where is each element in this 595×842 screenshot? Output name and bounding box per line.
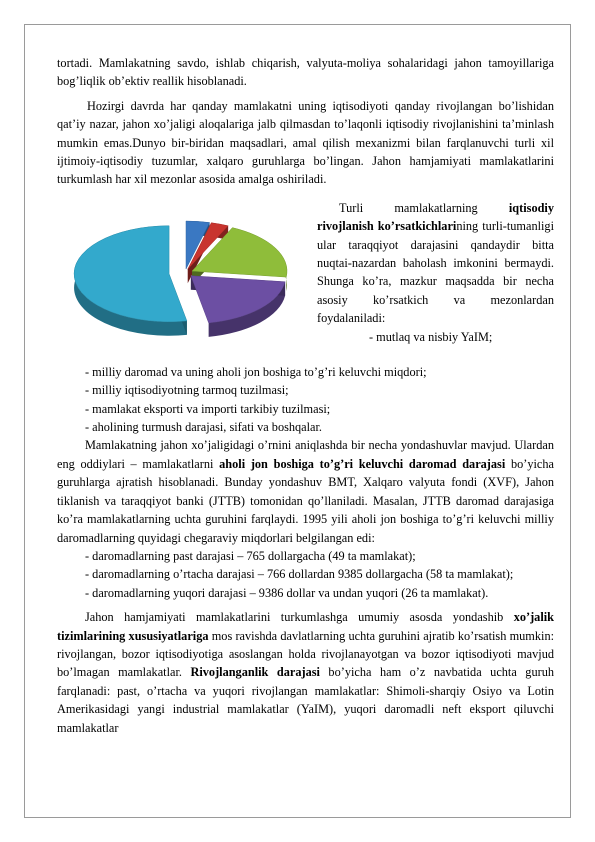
pie-chart-figure — [57, 203, 307, 363]
paragraph-5-mid: mos ravishda davlatlarning uchta guruhini ajratib ko’rsatish mumkin: rivojlangan, bozor iqtisodiyotiga asoslangan holda rivojlanayotgan va bozor iqtisodiyoti mavjud bo’lmagan mamlakatlar. — [57, 628, 555, 680]
paragraph-5-end: bo’yicha ham o’z navbatida uchta guruh farqlanadi: past, o’rtacha va yuqori rivojlangan mamlakatlar: Shimoli-sharqiy Osiyo va Lotin Amerikasidagi yangi industrial mamlakatlar (YaIM), yuqori daromadli neft eksport qiluvchi mamlakatlar — [57, 665, 554, 735]
paragraph-5-start: Jahon hamjamiyati mamlakatlarini turkumlashga umumiy asosda yondashib — [85, 610, 514, 625]
paragraph-3-end: ning turli-tumanligi ular taraqqiyot darajasini qandaydir bitta nuqtai-nazardan baholash imkonini bermaydi. Shunga ko’ra, mazkur maqsadda bir necha asosiy ko’rsatkich va mezonlardan foydalaniladi: — [317, 219, 554, 326]
indicator-item: - milliy daromad va uning aholi jon boshiga to’g’ri keluvchi miqdori; — [85, 364, 427, 379]
paragraph-5 — [57, 608, 554, 737]
indicator-item: - aholining turmush darajasi, sifati va boshqalar. — [85, 420, 323, 435]
pie-chart — [57, 203, 307, 363]
paragraph-3-start: Turli mamlakatlarning — [339, 200, 509, 215]
indicator-item: - mutlaq va nisbiy YaIM; — [369, 329, 493, 344]
indicator-item: - milliy iqtisodiyotning tarmoq tuzilmasi; — [85, 383, 289, 398]
income-level-mid: - daromadlarning o’rtacha darajasi – 766 dollardan 9385 dollargacha (58 ta mamlakat); — [85, 567, 514, 582]
indicator-item: - mamlakat eksporti va importi tarkibiy tuzilmasi; — [85, 401, 331, 416]
income-level-low: - daromadlarning past darajasi – 765 dollargacha (49 ta mamlakat); — [85, 548, 416, 563]
paragraph-3-bold: iqtisodiy rivojlanish ko’rsatkichlari — [317, 200, 554, 234]
income-level-high: - daromadlarning yuqori darajasi – 9386 dollar va undan yuqori (26 ta mamlakat). — [85, 585, 489, 600]
paragraph-4-bold: aholi jon boshiga to’g’ri keluvchi daromad darajasi — [219, 456, 506, 471]
paragraph-4-start: Mamlakatning jahon xo’jaligidagi o’rnini aniqlashda bir necha yondashuvlar mavjud. Ulardan eng oddiylari – mamlakatlarni — [57, 438, 554, 471]
paragraph-2: Hozirgi davrda har qanday mamlakatni uning iqtisodiyoti qanday rivojlangan bo’lishidan qat’iy nazar, jahon xo’jaligi aloqalariga jalb qilmasdan to’laqonli iqtisodiy rivojlanishini ta’minlash mumkin emas.Dunyo bir-biridan maqsadlari, amal qilish mexanizmi bilan farqlanuvchi turli xil ijtimoiy-iqtisodiy tuzumlar, xalqaro guruhlarga bo’lingan. Jahon hamjamiyati mamlakatlarini turkumlash har xil mezonlar asosida amalga oshiriladi. — [57, 98, 554, 187]
paragraph-5-bold-2: Rivojlanganlik darajasi — [190, 665, 320, 680]
paragraph-4-end: bo’yicha guruhlarga ajratish hisoblanadi. Bunday yondashuv BMT, Xalqaro valyuta fondi (XVF), Jahon tiklanish va taraqqiyot banki (JTTB) tomonidan qo’llaniladi. Masalan, JTTB daromad darajasiga ko’ra mamlakatlarning uchta guruhini farqlaydi. 1995 yili aholi jon boshiga to’g’ri keluvchi milliy daromadlarning quyidagi chegaraviy miqdorlari belgilangan edi: — [57, 456, 554, 545]
paragraph-4 — [57, 436, 554, 546]
paragraph-1: tortadi. Mamlakatning savdo, ishlab chiqarish, valyuta-moliya sohalaridagi jahon tamoyillariga bog’liqlik ob’ektiv reallik hisoblanadi. — [57, 56, 554, 89]
paragraph-5-bold-1: xo’jalik tizimlarining xususiyatlariga — [57, 610, 554, 643]
pie-slice — [191, 276, 285, 323]
document-body — [57, 54, 554, 737]
